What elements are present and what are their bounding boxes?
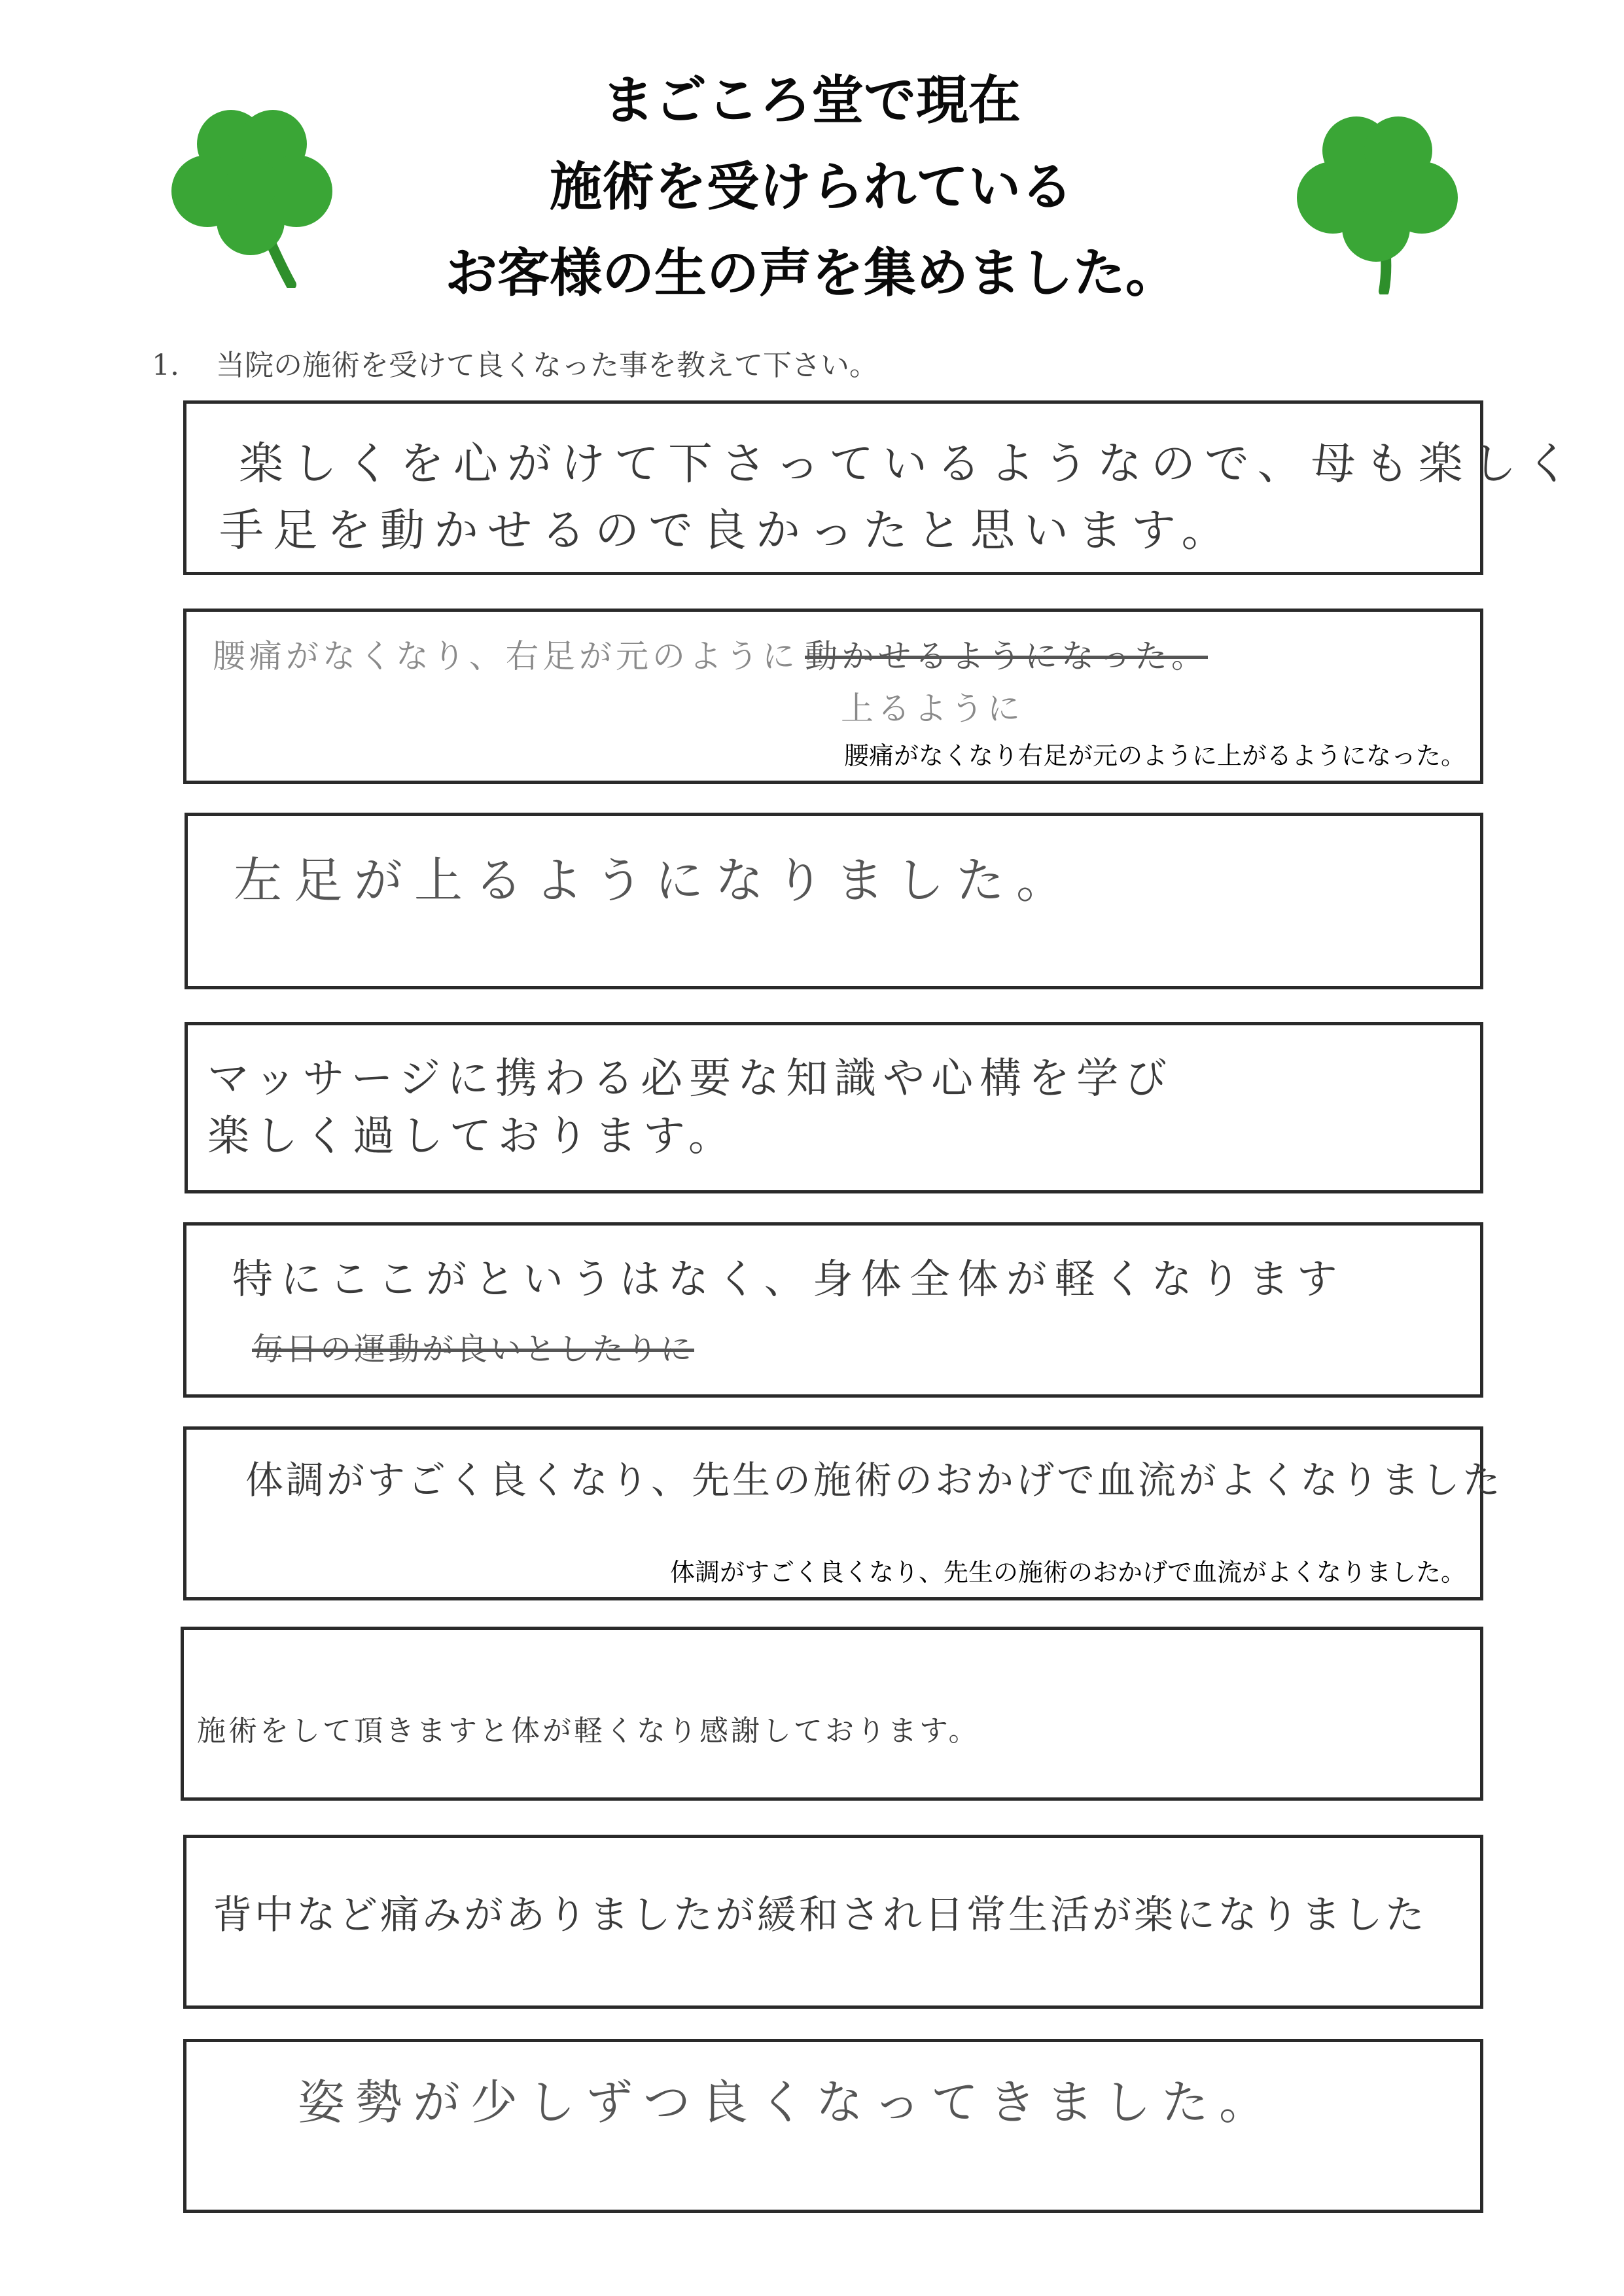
answer-box-7	[181, 1627, 1483, 1801]
answer-box-6	[183, 1426, 1504, 1600]
answer-box-3	[185, 813, 1483, 989]
clover-icon	[1286, 105, 1469, 294]
question	[152, 342, 878, 383]
answer-box-1	[183, 400, 1580, 575]
answer-line: 体調がすごく良くなり、先生の施術のおかげで血流がよくなりました	[245, 1458, 1504, 1502]
question-number: 1.	[152, 349, 179, 382]
answer-line: 手足を動かせるので良かったと思います。	[219, 505, 1235, 557]
clover-icon	[160, 98, 344, 288]
answer-line: 背中など痛みがありましたが緩和され日常生活が楽になりました	[213, 1892, 1427, 1938]
answer-struck-text: 毎日の運動が良いとしたりに	[252, 1331, 695, 1368]
answer-box-4	[185, 1022, 1483, 1193]
answer-line: 上るように	[841, 690, 1024, 728]
answer-caption: 体調がすごく良くなり、先生の施術のおかげで血流がよくなりました。	[669, 1559, 1466, 1587]
question-text: 当院の施術を受けて良くなった事を教えて下さい。	[216, 349, 878, 382]
title-line-2: 施術を受けられている	[550, 156, 1073, 217]
page-title	[327, 58, 1296, 317]
answer-line: 施術をして頂きますと体が軽くなり感謝しております。	[197, 1714, 980, 1748]
answer-box-8	[183, 1835, 1483, 2009]
answer-line: 腰痛がなくなり、右足が元のように	[213, 637, 799, 675]
answer-caption: 腰痛がなくなり右足が元のように上がるようになった。	[843, 743, 1466, 770]
answer-box-2	[183, 609, 1483, 784]
answer-line: 楽しくを心がけて下さっているようなので、母も楽しく	[239, 438, 1580, 490]
answer-line: 楽しく過しております。	[207, 1112, 737, 1161]
answer-struck-text: 動かせるようになった。	[805, 637, 1208, 675]
answer-line: 左足が上るようになりました。	[234, 853, 1076, 909]
title-line-1: まごころ堂で現在	[602, 70, 1021, 131]
answer-line: 姿勢が少しずつ良くなってきました。	[298, 2075, 1277, 2130]
answer-box-5	[183, 1222, 1483, 1398]
answer-line: マッサージに携わる必要な知識や心構を学び	[207, 1055, 1174, 1103]
answer-box-9	[183, 2039, 1483, 2213]
title-line-3: お客様の生の声を集めました。	[445, 243, 1178, 304]
answer-line: 特にここがというはなく、身体全体が軽くなります	[232, 1255, 1345, 1303]
